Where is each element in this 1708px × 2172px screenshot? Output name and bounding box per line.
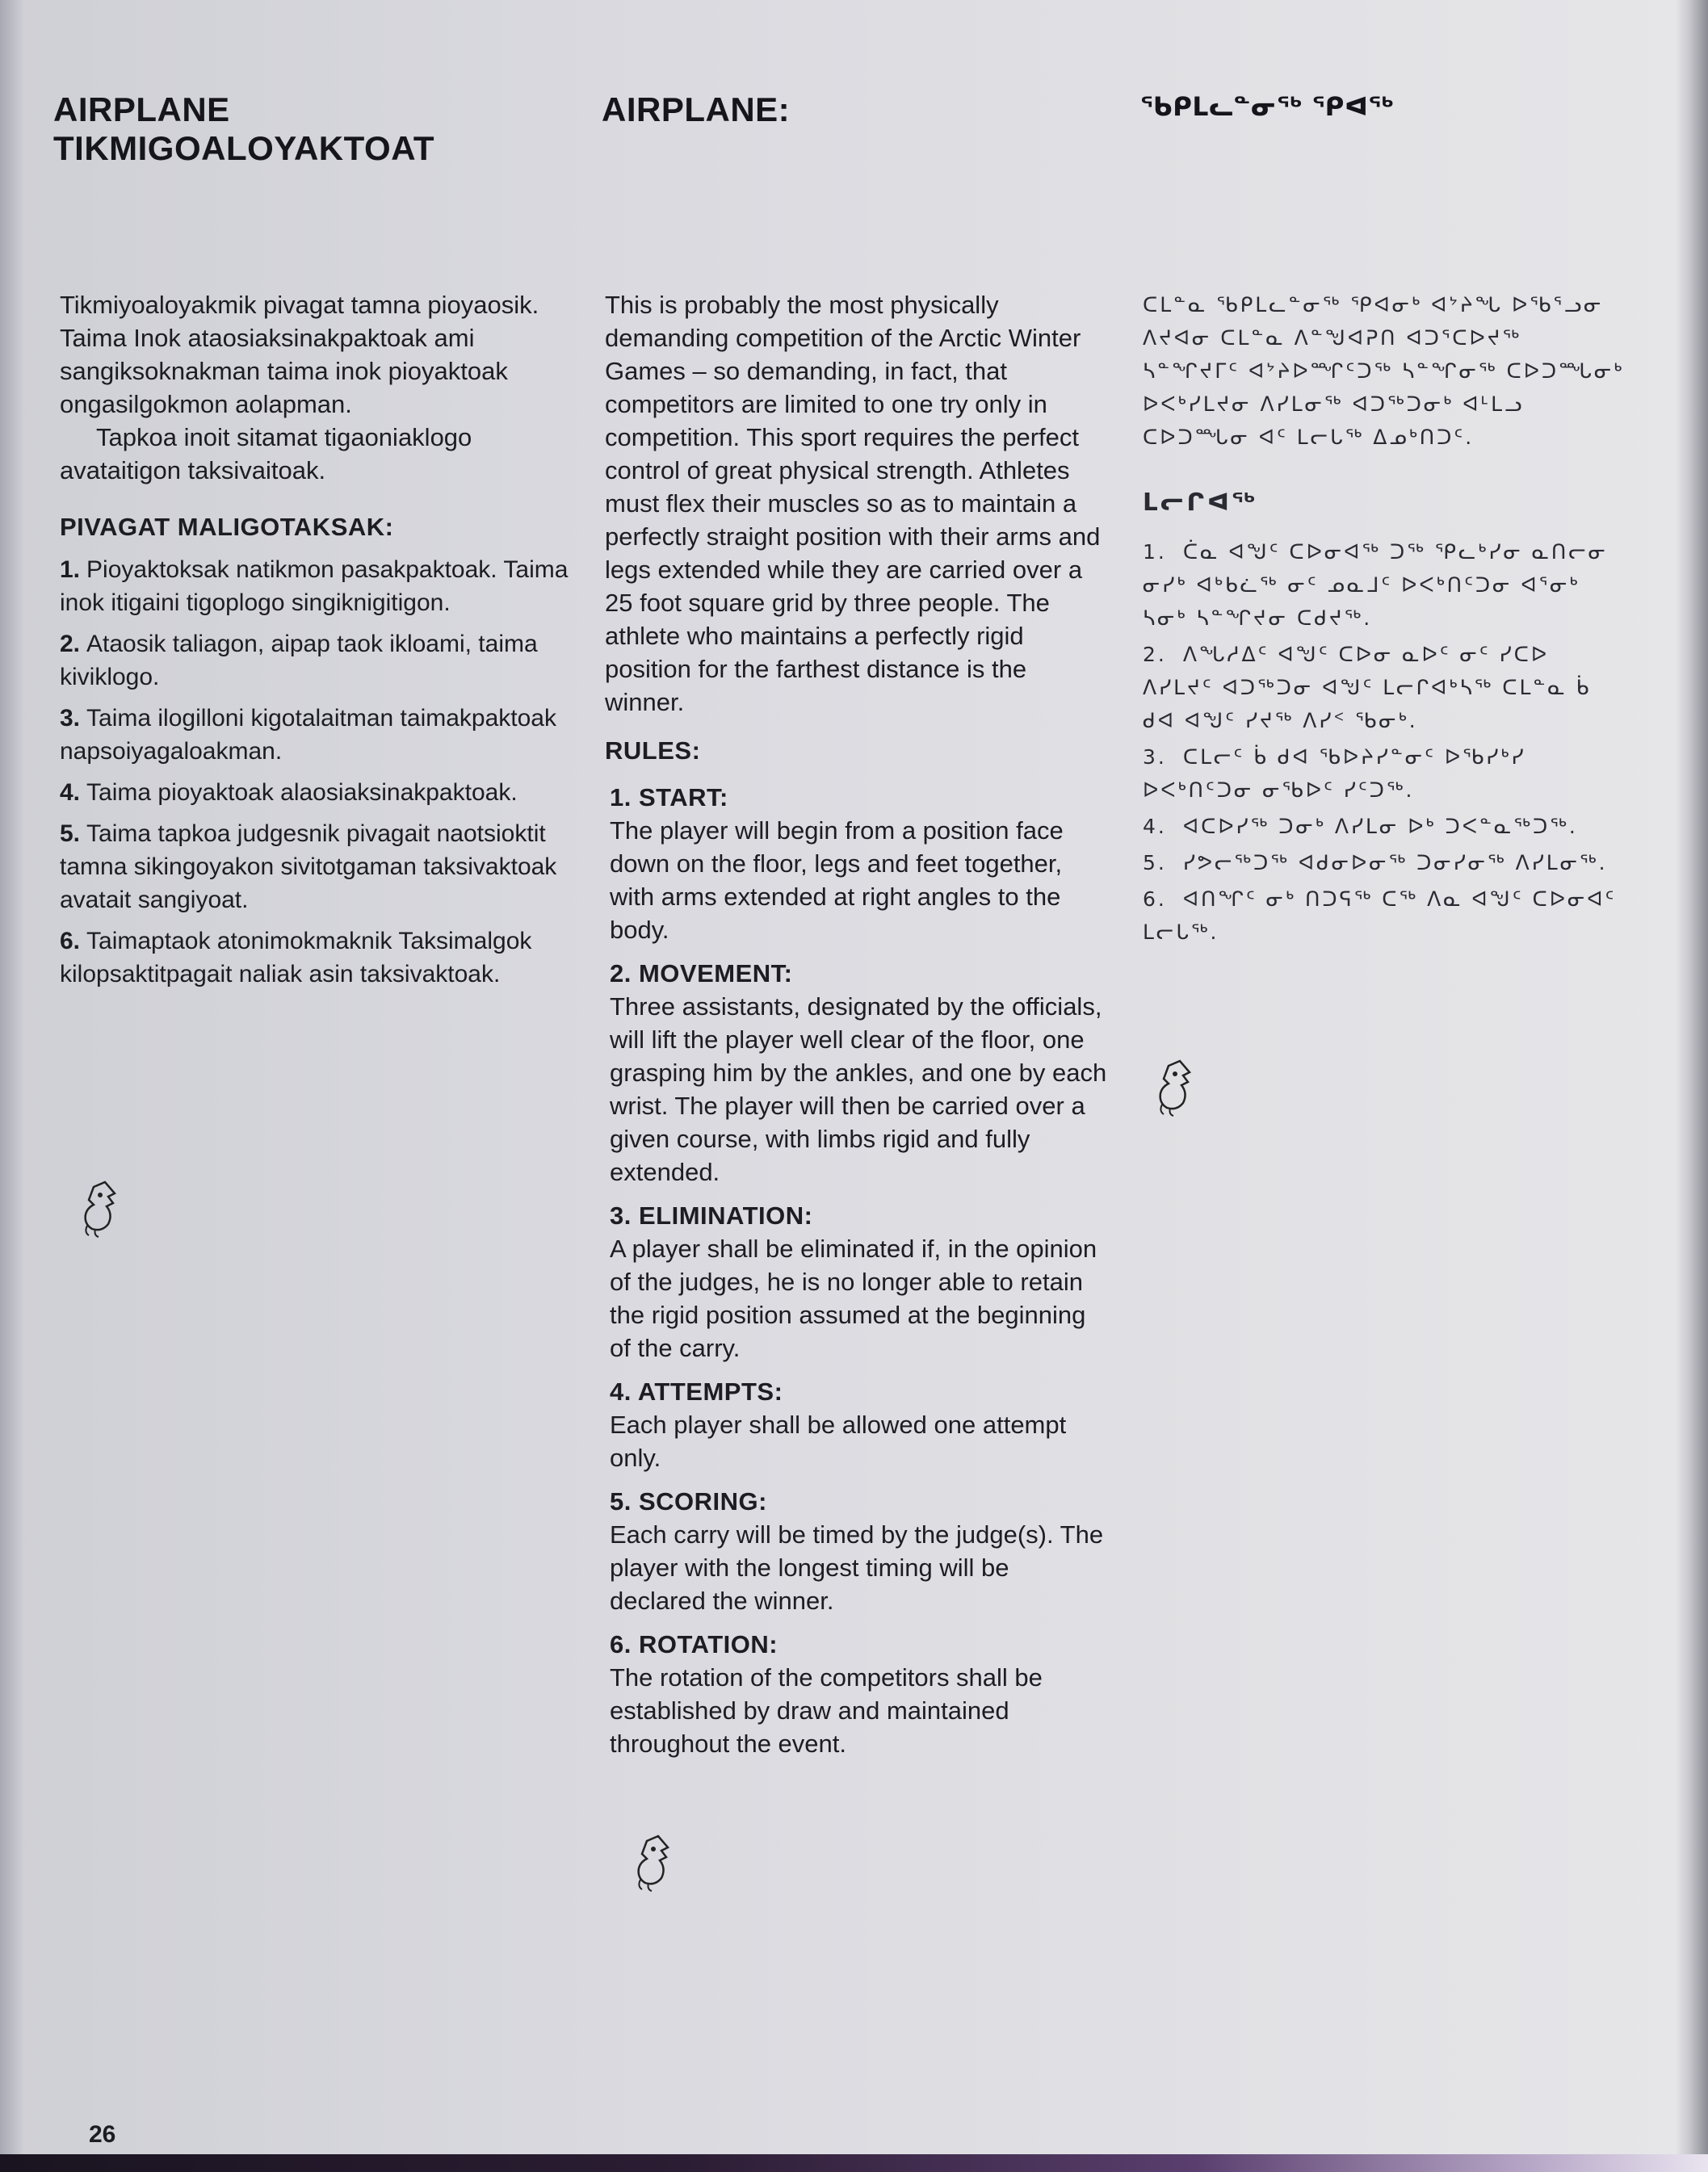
list-item: 5. ᓯᕗᓕᖅᑐᖅ ᐊᑯᓂᐅᓂᖅ ᑐᓂᓯᓂᖅ ᐱᓯᒪᓂᖅ.: [1143, 851, 1608, 874]
column2-rules-list: [610, 782, 1112, 1760]
column1-body: [60, 288, 577, 999]
rule-heading: 6. ROTATION:: [610, 1630, 778, 1658]
rule-section-start: [610, 782, 1112, 946]
page-bottom-edge: [0, 2154, 1708, 2172]
column1-intro-p1: Tikmiyoaloyakmik pivagat tamna pioyaosik. Taima Inok ataosiaksinakpaktoak ami sangiksoknakman taima inok pioyaktoak ongasilgokmon aolapman.: [60, 291, 539, 418]
list-item: 4. Taima pioyaktoak alaosiaksinakpaktoak.: [60, 779, 518, 806]
page-shadow: [0, 0, 24, 2172]
column1-rules-heading: PIVAGAT MALIGOTAKSAK:: [60, 513, 394, 541]
rule-text: Three assistants, designated by the officials, will lift the player well clear of the floor, one grasping him by the ankles, and one by each wrist. The player will then be carried over a given course, with limbs rigid and fully extended.: [610, 992, 1107, 1186]
rule-section-scoring: [610, 1486, 1112, 1617]
list-item: 3. ᑕᒪᓕᑦ ᑳ ᑯᐊ ᖃᐅᔨᓯᓐᓂᑦ ᐅᖃᓯᒃᓯ ᐅᐸᒃᑎᑦᑐᓂ ᓂᖃᐅᑦ ᓯᑦᑐᖅ.: [1143, 745, 1526, 802]
column1-rules-list: [60, 553, 577, 991]
column1-title-line1: AIRPLANE: [53, 90, 230, 128]
rule-heading: 1. START:: [610, 783, 728, 811]
arctic-winter-games-logo-icon: [78, 1179, 126, 1239]
column3-intro: ᑕᒪᓐᓇ ᖃᑭᒪᓚᓐᓂᖅ ᕿᐊᓂᒃ ᐊᔾᔨᖓ ᐅᖃᕐᓗᓂ ᐱᔪᐊᓂ ᑕᒪᓐᓇ ᐱᓐᖑᐊᕈᑎ ᐊᑐᕐᑕᐅᔪᖅ ᓴᓐᖏᔪᒥᑦ ᐊᔾᔨᐅᙱᑦᑐᖅ ᓴᓐᖏᓂᖅ ᑕᐅᑐᙵᓂᒃ ᐅᐸᒃᓯᒪᔪᓂ ᐱᓯᒪᓂᖅ ᐊᑐᖅᑐᓂᒃ ᐊᒻᒪᓗ ᑕᐅᑐᙵᓂ ᐊᑦ ᒪᓕᒐᖅ ᐃᓄᒃᑎᑐᑦ.: [1143, 293, 1625, 449]
rule-text: The rotation of the competitors shall be established by draw and maintained throughout the event.: [610, 1663, 1043, 1758]
column2-body: [605, 288, 1112, 1772]
rule-section-movement: [610, 958, 1112, 1189]
rule-text: A player shall be eliminated if, in the opinion of the judges, he is no longer able to retain the rigid position assumed at the beginning of the carry.: [610, 1235, 1097, 1362]
page-number: 26: [89, 2121, 116, 2148]
rule-heading: 5. SCORING:: [610, 1487, 767, 1516]
column1-title: [53, 90, 434, 168]
list-item: 4. ᐊᑕᐅᓯᖅ ᑐᓂᒃ ᐱᓯᒪᓂ ᐅᒃ ᑐᐸᓐᓇᖅᑐᖅ.: [1143, 815, 1578, 838]
rule-text: The player will begin from a position face down on the floor, legs and feet together, with arms extended at right angles to the body.: [610, 816, 1064, 944]
rule-section-elimination: [610, 1200, 1112, 1365]
column1-title-line2: TIKMIGOALOYAKTOAT: [53, 129, 435, 167]
column3-rules-list: [1143, 535, 1627, 949]
rule-heading: 3. ELIMINATION:: [610, 1201, 813, 1230]
column3-rules-heading: ᒪᓕᒋᐊᖅ: [1143, 488, 1258, 517]
rule-text: Each carry will be timed by the judge(s). The player with the longest timing will be declared the winner.: [610, 1520, 1104, 1615]
column3-body: [1143, 288, 1627, 952]
list-item: 2. ᐱᖓᓱᐃᑦ ᐊᖑᑦ ᑕᐅᓂ ᓇᐅᑦ ᓂᑦ ᓯᑕᐅ ᐱᓯᒪᔪᑦ ᐊᑐᖅᑐᓂ ᐊᖑᑦ ᒪᓕᒋᐊᒃᓴᖅ ᑕᒪᓐᓇ ᑳ ᑯᐊ ᐊᖑᑦ ᓯᔪᖅ ᐱᓯᑉ ᖃᓂᒃ.: [1143, 643, 1592, 732]
list-item: 1. ᑖᓇ ᐊᖑᑦ ᑕᐅᓂᐊᖅ ᑐᖅ ᕿᓚᒃᓯᓂ ᓇᑎᓕᓂ ᓂᓯᒃ ᐊᒃᑲᓛᖅ ᓂᑦ ᓄᓇᒧᑦ ᐅᐸᒃᑎᑦᑐᓂ ᐊᕐᓂᒃ ᓴᓂᒃ ᓴᓐᖏᔪᓂ ᑕᑯᔪᖅ.: [1143, 540, 1608, 630]
rule-section-attempts: [610, 1376, 1112, 1474]
list-item: 1. Pioyaktoksak natikmon pasakpaktoak. Taima inok itigaini tigoplogo singiknigitigon.: [60, 556, 569, 616]
rule-heading: 4. ATTEMPTS:: [610, 1377, 783, 1406]
column1-intro-p2: Tapkoa inoit sitamat tigaoniaklogo avataitigon taksivaitoak.: [60, 423, 472, 484]
arctic-winter-games-logo-icon: [631, 1833, 679, 1893]
column2-intro: This is probably the most physically demanding competition of the Arctic Winter Games – so demanding, in fact, that competitors are limited to one try only in competition. This sport requires the perfect control of great physical strength. Athletes must flex their muscles so as to maintain a perfectly straight position with their arms and legs extended while they are carried over a 25 foot square grid by three people. The athlete who maintains a perfectly rigid position for the farthest distance is the winner.: [605, 291, 1101, 716]
list-item: 5. Taima tapkoa judgesnik pivagait naotsioktit tamna sikingoyakon sivitotgaman taksivaktoak avatait sangiyoat.: [60, 820, 557, 913]
column2-rules-heading: RULES:: [605, 736, 701, 765]
list-item: 3. Taima ilogilloni kigotalaitman taimakpaktoak napsoiyagaloakman.: [60, 705, 556, 765]
rule-section-rotation: [610, 1629, 1112, 1760]
list-item: 6. Taimaptaok atonimokmaknik Taksimalgok kilopsaktitpagait naliak asin taksivaktoak.: [60, 928, 532, 987]
rule-text: Each player shall be allowed one attempt only.: [610, 1411, 1067, 1472]
column2-title: AIRPLANE:: [602, 90, 791, 128]
list-item: 6. ᐊᑎᖏᑦ ᓂᒃ ᑎᑐᕋᖅ ᑕᖅ ᐱᓇ ᐊᖑᑦ ᑕᐅᓂᐊᑦ ᒪᓕᒐᖅ.: [1143, 887, 1617, 944]
page-edge: [1676, 0, 1708, 2172]
list-item: 2. Ataosik taliagon, aipap taok ikloami, taima kiviklogo.: [60, 631, 538, 690]
arctic-winter-games-logo-icon: [1152, 1058, 1201, 1117]
rule-heading: 2. MOVEMENT:: [610, 959, 793, 987]
column3-title: ᖃᑭᒪᓚᓐᓂᖅ ᕿᐊᖅ: [1140, 91, 1395, 122]
